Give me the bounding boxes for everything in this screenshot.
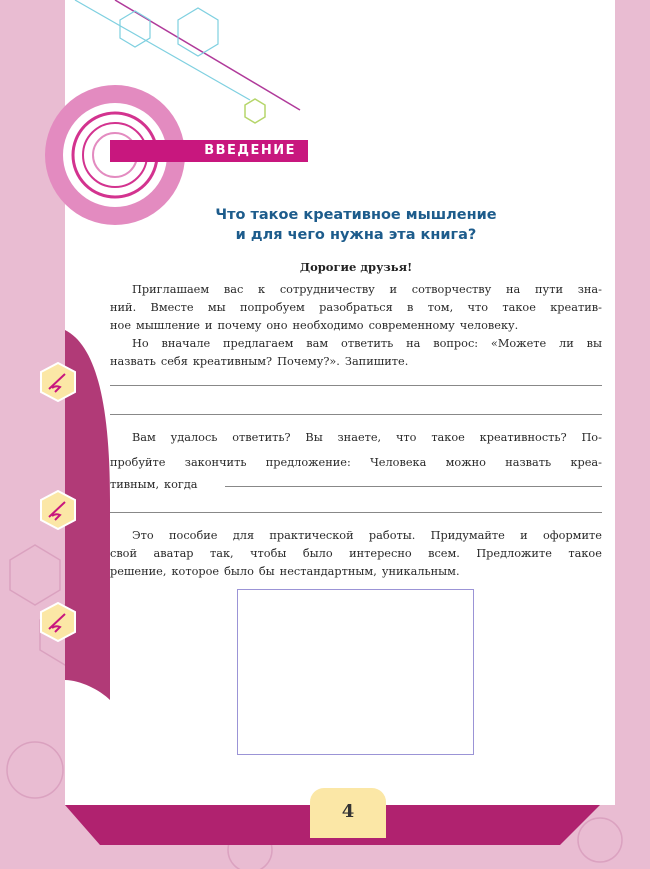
title-line: Что такое креативное мышление — [215, 207, 497, 223]
text-line: Но вначале предлагаем вам ответить на вопрос: «Можете ли вы — [132, 337, 602, 350]
text-line: Вам удалось ответить? Вы знаете, что такое креативность? По- — [132, 431, 602, 444]
greeting: Дорогие друзья! — [299, 260, 413, 274]
page-title — [110, 205, 602, 245]
text-line: свой аватар так, чтобы было интересно всем. Предложите такое — [110, 547, 602, 560]
section-header: ВВЕДЕНИЕ — [110, 140, 308, 162]
answer-line[interactable] — [110, 385, 602, 386]
text-line: тивным, когда — [110, 478, 198, 491]
page-number: 4 — [310, 788, 386, 838]
answer-line[interactable] — [110, 512, 602, 513]
text-line: ное мышление и почему оно необходимо современному человеку. — [110, 319, 519, 332]
answer-line[interactable] — [225, 486, 602, 487]
text-line: Приглашаем вас к сотрудничеству и сотворчеству на пути зна- — [132, 283, 602, 296]
writing-hand-icon — [40, 602, 76, 642]
text-line: ний. Вместе мы попробуем разобраться в том, что такое креатив- — [110, 301, 602, 314]
text-line: Это пособие для практической работы. Придумайте и оформите — [132, 529, 602, 542]
writing-hand-icon — [40, 490, 76, 530]
text-line: решение, которое было бы нестандартным, уникальным. — [110, 565, 460, 578]
avatar-drawing-box[interactable] — [237, 589, 474, 755]
text-line: пробуйте закончить предложение: Человека можно назвать креа- — [110, 456, 602, 469]
text-line: назвать себя креативным? Почему?». Запишите. — [110, 355, 409, 368]
title-line: и для чего нужна эта книга? — [235, 227, 477, 243]
answer-line[interactable] — [110, 414, 602, 415]
writing-hand-icon — [40, 362, 76, 402]
